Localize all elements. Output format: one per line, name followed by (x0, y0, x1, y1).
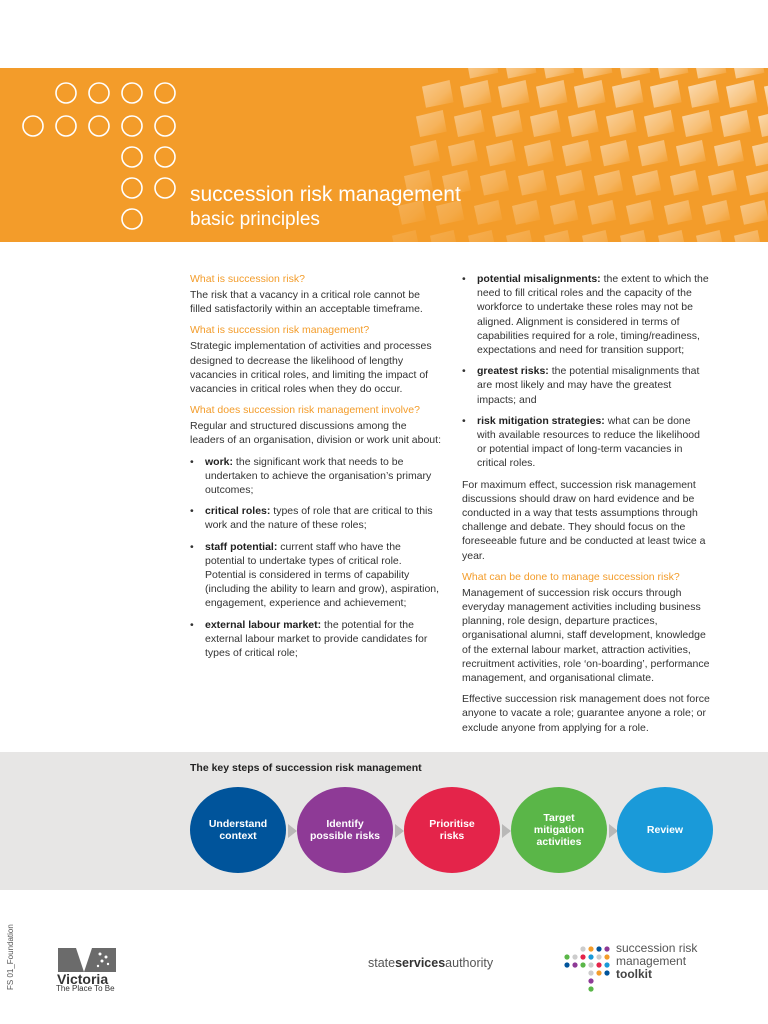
arrow-icon (288, 824, 297, 838)
bullet-text: the potential for the external labour market to provide candidates for types of critical role; (205, 618, 428, 660)
grid-cell (586, 20, 619, 49)
dot-ring (56, 83, 76, 103)
dot-ring (122, 83, 142, 103)
list-item: • potential misalignments: the extent to which the need to fill critical roles and the capacity of the workforce to undertake these roles may not be aligned. Alignment is considered in terms of capabilities required for a role, timing/readiness, expectations and need for transition support; (462, 273, 709, 357)
toolkit-dot (604, 946, 609, 951)
steps-title: The key steps of succession risk management (190, 762, 422, 774)
bullet-term: staff potential: (205, 540, 278, 553)
grid-cell (710, 350, 734, 371)
topic-list (190, 455, 443, 661)
step-identify-risks: Identify possible risks (297, 787, 393, 873)
list-item: • work: the significant work that needs to be undertaken to achieve the organisation’s primary outcomes; (190, 455, 432, 497)
toolkit-dot (604, 962, 609, 967)
toolkit-dot (564, 954, 569, 959)
toolkit-dot (572, 954, 577, 959)
grid-cell (744, 0, 768, 20)
question-heading: What is succession risk? (190, 273, 305, 285)
body-paragraph: Effective succession risk management does not force anyone to vacate a role; guarantee anyone a role; or exclude anyone from applying for a role. (462, 693, 710, 734)
grid-cell (630, 0, 664, 20)
question-heading: What is succession risk management? (190, 324, 370, 337)
bullet-text: the significant work that needs to be undertaken to achieve the organisation’s primary outcomes; (205, 455, 432, 497)
toolkit-dot (580, 946, 585, 951)
toolkit-dot (588, 970, 593, 975)
toolkit-dot (604, 954, 609, 959)
grid-cell (510, 20, 543, 49)
toolkit-line: toolkit (616, 967, 652, 981)
step-understand-context: Understand context (190, 787, 286, 873)
dot-ring (89, 116, 109, 136)
victoria-tagline: The Place To Be (56, 984, 115, 993)
body-paragraph: For maximum effect, succession risk management discussions should draw on hard evidence and be conducted in a way that tests assumptions through challenge and debate. They should focus on the foreseeable future and be conducted at least twice a year. (462, 478, 706, 562)
ssa-state: state (368, 956, 396, 970)
toolkit-dot (588, 978, 593, 983)
right-column (462, 272, 712, 742)
grid-cell (728, 260, 755, 283)
answer-text: Management of succession risk occurs through everyday management activities including business planning, role design, departure practices, organisational alumni, staff development, knowledge of the external labour market, attraction activities, recruitment activities, role ‘on-boarding’, performance management, and organisational climate. (462, 586, 710, 685)
left-column (190, 272, 443, 667)
dot-ring (155, 116, 175, 136)
bullet-term: potential misalignments: (477, 273, 601, 285)
toolkit-dot (596, 954, 601, 959)
dot-ring (122, 147, 142, 167)
list-item: • risk mitigation strategies: what can be done with available resources to reduce the likelihood or potential impact of long-term vacancies in critical roles. (462, 414, 700, 470)
state-services-authority-logo (368, 956, 493, 970)
grid-cell (592, 0, 626, 20)
ssa-authority: authority (445, 956, 494, 970)
step-target-mitigation: Target mitigation activities (511, 787, 607, 873)
victoria-wordmark: Victoria (57, 971, 109, 987)
bullet-term: external labour market: (205, 618, 322, 631)
toolkit-line: succession risk (616, 941, 698, 955)
list-item: • critical roles: types of role that are critical to this work and the nature of these roles; (190, 505, 433, 532)
dot-ring (122, 209, 142, 229)
dot-ring (155, 147, 175, 167)
bullet-text: the extent to which the need to fill critical roles and the capacity of the workforce to undertake these roles may not be aligned. Alignment is considered in terms of capabilities required for a role, timing/readiness, expectations and need for transition support; (477, 273, 709, 357)
toolkit-dot (572, 962, 577, 967)
grid-cell (738, 20, 768, 49)
answer-text: Strategic implementation of activities and processes designed to decrease the likelihood of lengthy vacancies in critical roles, and limiting the impact of vacancies in critical roles when they do occur. (190, 340, 432, 396)
toolkit-dot (588, 986, 593, 991)
ssa-services: services (395, 956, 446, 970)
dot-ring (122, 116, 142, 136)
answer-text: The risk that a vacancy in a critical role cannot be filled satisfactorily within an acceptable timeframe. (190, 289, 423, 316)
grid-cell (554, 0, 588, 20)
list-item: • greatest risks: the potential misalignments that are most likely and may have the greatest impacts; and (462, 365, 700, 406)
arrow-icon (395, 824, 404, 838)
grid-cell (722, 290, 748, 313)
toolkit-wordmark (616, 942, 697, 981)
key-steps-panel (0, 752, 768, 890)
toolkit-dots-icon (562, 944, 612, 994)
page-subtitle: basic principles (190, 209, 320, 230)
toolkit-line: management (616, 954, 687, 968)
question-heading: What does succession risk management involve? (190, 404, 420, 417)
bullet-text: current staff who have the potential to undertake types of critical role. Potential is considered in terms of capability (including the ability to learn and grow), aspiration, engagement, experience and achievement; (205, 540, 440, 610)
toolkit-dot (596, 970, 601, 975)
topic-list-continued (462, 272, 712, 471)
answer-text: Regular and structured discussions among the leaders of an organisation, division or work unit about: (190, 420, 441, 447)
step-review: Review (617, 787, 713, 873)
toolkit-dot (604, 970, 609, 975)
arrow-icon (502, 824, 511, 838)
page-title: succession risk management (190, 183, 461, 206)
list-item: • external labour market: the potential for the external labour market to provide candidates for types of critical role; (190, 618, 428, 660)
grid-cell (662, 20, 695, 49)
toolkit-dot (588, 946, 593, 951)
bullet-term: risk mitigation strategies: (477, 414, 605, 427)
grid-cell (706, 0, 740, 20)
step-prioritise-risks: Prioritise risks (404, 787, 500, 873)
dot-ring (56, 116, 76, 136)
dot-pattern-logo (0, 0, 200, 242)
toolkit-dot (564, 962, 569, 967)
toolkit-dot (580, 962, 585, 967)
grid-cell (716, 320, 741, 342)
toolkit-dot (580, 954, 585, 959)
dot-ring (23, 116, 43, 136)
question-heading: What can be done to manage succession risk? (462, 570, 680, 583)
grid-cell (548, 20, 581, 49)
toolkit-dot (588, 962, 593, 967)
list-item: • staff potential: current staff who have the potential to undertake types of critical role. Potential is considered in terms of capability (including the ability to learn and grow), aspiration, engagement, experience and achievement; (190, 540, 440, 610)
grid-cell (624, 20, 657, 49)
grid-cell (700, 20, 733, 49)
grid-cell (668, 0, 702, 20)
bullet-term: critical roles: (205, 505, 271, 518)
dot-ring (155, 178, 175, 198)
dot-ring (155, 83, 175, 103)
bullet-text: the potential misalignments that are most likely and may have the greatest impacts; and (477, 365, 700, 406)
dot-ring (122, 178, 142, 198)
toolkit-dot (596, 962, 601, 967)
document-code: FS 01_Foundation (6, 924, 15, 990)
toolkit-dot (588, 954, 593, 959)
bullet-text: types of role that are critical to this work and the nature of these roles; (205, 505, 433, 532)
toolkit-dot (596, 946, 601, 951)
dot-ring (89, 83, 109, 103)
bullet-term: greatest risks: (477, 365, 549, 378)
bullet-term: work: (205, 455, 234, 468)
bullet-text: what can be done with available resources to reduce the likelihood or potential impact of long-term vacancies in critical roles. (477, 414, 700, 470)
